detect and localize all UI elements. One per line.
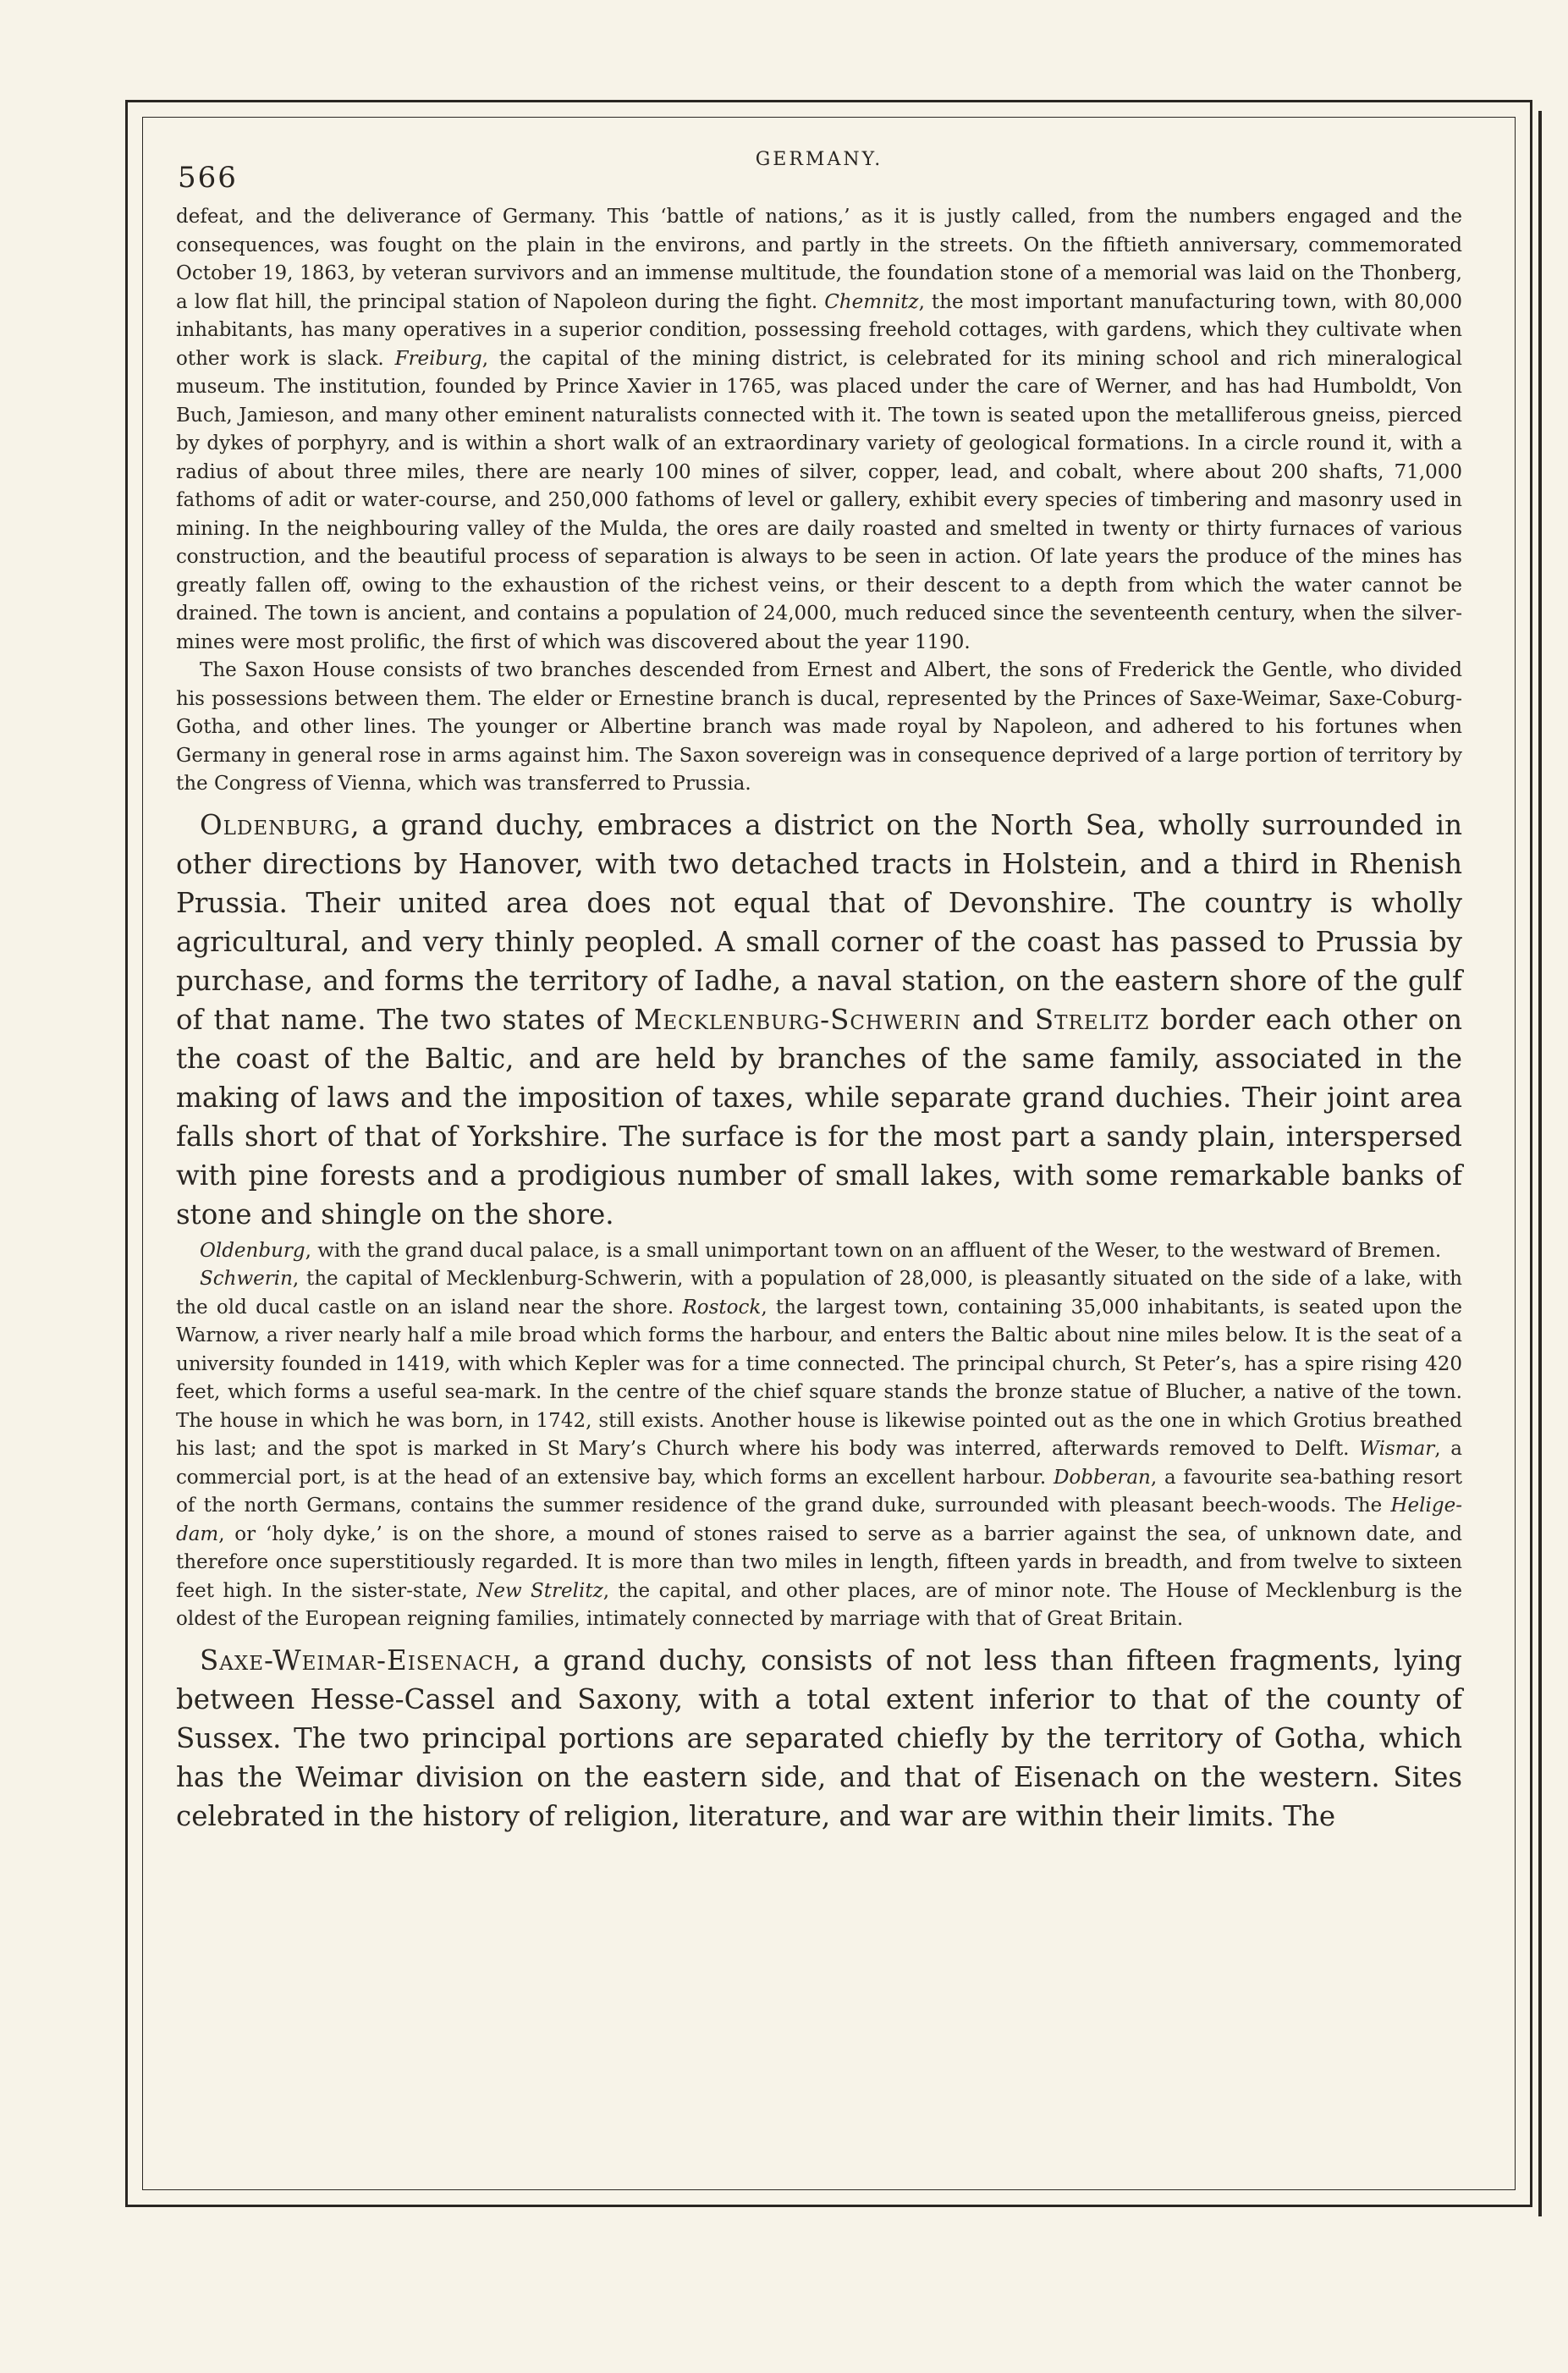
- paragraph-oldenburg-mecklenburg: Oldenburg, a grand duchy, embraces a district on the North Sea, wholly surrounded in other directions by Hanover, with two detached tracts in Holstein, and a third in Rhenish Prussia. Their united area does not equal that of Devonshire. The country is wholly agricultural, and very thinly peopled. A small corner of the coast has passed to Prussia by purchase, and forms the territory of Iadhe, a naval station, on the eastern shore of the gulf of that name. The two states of Mecklenburg-Schwerin and Strelitz border each other on the coast of the Baltic, and are held by branches of the same family, associated in the making of laws and the imposition of taxes, while separate grand duchies. Their joint area falls short of that of Yorkshire. The surface is for the most part a sandy plain, interspersed with pine forests and a prodigious number of small lakes, with some remarkable banks of stone and shingle on the shore.: [176, 808, 1462, 1231]
- place-name: Freiburg: [394, 347, 482, 370]
- state-name: Oldenburg: [200, 808, 351, 841]
- place-name: Dobberan: [1053, 1466, 1151, 1489]
- running-head: GERMANY.: [755, 149, 883, 170]
- place-name: Helige-dam: [176, 1495, 1462, 1545]
- place-name: Schwerin: [200, 1268, 293, 1290]
- paragraph-saxe-weimar: Saxe-Weimar-Eisenach, a grand duchy, consists of not less than fifteen fragments, lying between Hesse-Cassel and Saxony, with a total extent inferior to that of the county of Sussex. The two principal portions are separated chiefly by the territory of Gotha, which has the Weimar division on the eastern side, and that of Eisenach on the western. Sites celebrated in the history of religion, literature, and war are within their limits. The: [176, 1643, 1462, 1832]
- place-name: Chemnitz: [824, 290, 919, 313]
- paragraph-saxon-house: The Saxon House consists of two branches descended from Ernest and Albert, the sons of Frederick the Gentle, who divided his possessions between them. The elder or Ernestine branch is ducal, represented by the Princes of Saxe-Weimar, Saxe-Coburg-Gotha, and other lines. The younger or Albertine branch was made royal by Napoleon, and adhered to his fortunes when Germany in general rose in arms against him. The Saxon sovereign was in consequence deprived of a large portion of territory by the Congress of Vienna, which was transferred to Prussia.: [176, 659, 1462, 795]
- page-content: [176, 149, 1462, 1836]
- place-name: Oldenburg: [200, 1239, 305, 1262]
- place-name: Rostock: [682, 1296, 762, 1319]
- paragraph-saxony-towns: defeat, and the deliverance of Germany. This ‘battle of nations,’ as it is justly called, from the numbers engaged and the consequences, was fought on the plain in the environs, and partly in the streets. On the fiftieth anniversary, commemorated October 19, 1863, by veteran survivors and an immense multitude, the foundation stone of a memorial was laid on the Thonberg, a low flat hill, the principal station of Napoleon during the fight. Chemnitz, the most important manufacturing town, with 80,000 inhabitants, has many operatives in a superior condition, possessing freehold cottages, with gardens, which they cultivate when other work is slack. Freiburg, the capital of the mining district, is celebrated for its mining school and rich mineralogical museum. The institution, founded by Prince Xavier in 1765, was placed under the care of Werner, and has had Humboldt, Von Buch, Jamieson, and many other eminent naturalists connected with it. The town is seated upon the metalliferous gneiss, pierced by dykes of porphyry, and is within a short walk of an extraordinary variety of geological formations. In a circle round it, with a radius of about three miles, there are nearly 100 mines of silver, copper, lead, and cobalt, where about 200 shafts, 71,000 fathoms of adit or water-course, and 250,000 fathoms of level or gallery, exhibit every species of timbering and masonry used in mining. In the neighbouring valley of the Mulda, the ores are daily roasted and smelted in twenty or thirty furnaces of various construction, and the beautiful process of separation is always to be seen in action. Of late years the produce of the mines has greatly fallen off, owing to the exhaustion of the richest veins, or their descent to a depth from which the water cannot be drained. The town is ancient, and contains a population of 24,000, much reduced since the seventeenth century, when the silver-mines were most prolific, the first of which was discovered about the year 1190.: [176, 206, 1462, 653]
- paragraph-mecklenburg-towns: Schwerin, the capital of Mecklenburg-Schwerin, with a population of 28,000, is pleasantly situated on the side of a lake, with the old ducal castle on an island near the shore. Rostock, the largest town, containing 35,000 inhabitants, is seated upon the Warnow, a river nearly half a mile broad which forms the harbour, and enters the Baltic about nine miles below. It is the seat of a university founded in 1419, with which Kepler was for a time connected. The principal church, St Peter’s, has a spire rising 420 feet, which forms a useful sea-mark. In the centre of the chief square stands the bronze statue of Blucher, a native of the town. The house in which he was born, in 1742, still exists. Another house is likewise pointed out as the one in which Grotius breathed his last; and the spot is marked in St Mary’s Church where his body was interred, afterwards removed to Delft. Wismar, a commercial port, is at the head of an extensive bay, which forms an excellent harbour. Dobberan, a favourite sea-bathing resort of the north Germans, contains the summer residence of the grand duke, surrounded with pleasant beech-woods. The Helige-dam, or ‘holy dyke,’ is on the shore, a mound of stones raised to serve as a barrier against the sea, of unknown date, and therefore once superstitiously regarded. It is more than two miles in length, fifteen yards in breadth, and from twelve to sixteen feet high. In the sister-state, New Strelitz, the capital, and other places, are of minor note. The House of Mecklenburg is the oldest of the European reigning families, intimately connected by marriage with that of Great Britain.: [176, 1268, 1463, 1630]
- place-name: Wismar: [1359, 1438, 1435, 1460]
- page-number: 566: [178, 161, 238, 195]
- state-name: Saxe-Weimar-Eisenach: [200, 1643, 512, 1677]
- state-name: Strelitz: [1034, 1003, 1150, 1036]
- place-name: New Strelitz: [476, 1579, 603, 1602]
- page-header: [176, 149, 1462, 200]
- paragraph-oldenburg-town: Oldenburg, with the grand ducal palace, is a small unimportant town on an affluent of the Weser, to the westward of Bremen.: [200, 1239, 1442, 1262]
- state-name: Mecklenburg-Schwerin: [634, 1003, 961, 1036]
